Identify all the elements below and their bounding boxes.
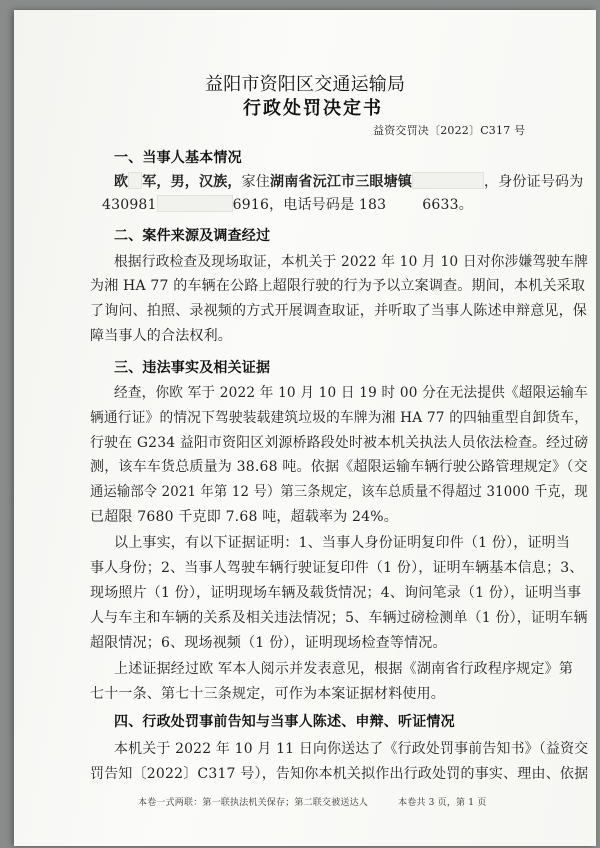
- paragraph-line: 超限情况；6、现场视频（1 份），证明现场检查等情况。: [90, 635, 447, 651]
- paragraph-line: 上述证据经过欧 军本人阅示并发表意见，根据《湖南省行政程序规定》第: [114, 661, 574, 677]
- paragraph-line: 现场照片（1 份），证明现场车辆及载货情况；4、询问笔录（1 份），证明当事: [90, 585, 582, 601]
- paragraph-line: 根据行政检查及现场取证，本机关于 2022 年 10 月 10 日对你涉嫌驾驶车牌: [114, 254, 589, 270]
- paragraph-line: 了询问、拍照、录视频的方式开展调查取证，并听取了当事人陈述申辩意见，保: [90, 303, 587, 319]
- document-type-title: 行政处罚决定书: [243, 98, 383, 119]
- paragraph-line: 经查，你欧 军于 2022 年 10 月 10 日 19 时 00 分在无法提供《超限运输车: [114, 385, 588, 401]
- party-info-line-2: [102, 195, 473, 213]
- phone-suffix: 6633。: [422, 197, 473, 213]
- party-surname: 欧: [114, 174, 129, 190]
- paragraph-line: 辆通行证》的情况下驾驶装载建筑垃圾的车牌为湘 HA 77 的四轴重型自卸货车，: [90, 410, 589, 426]
- paragraph-line: 七十一条、第七十三条规定，可作为本案证据材料使用。: [90, 686, 445, 702]
- paragraph-line: 已超限 7680 千克即 7.68 吨，超载率为 24%。: [90, 509, 398, 525]
- party-given-info: 军，男，汉族，: [142, 174, 242, 190]
- residence-address: 湖南省沅江市三眼塘镇: [270, 174, 413, 190]
- paragraph-line: 障当事人的合法权利。: [90, 328, 232, 344]
- paragraph-line: 本机关于 2022 年 10 月 11 日向你送达了《行政处罚事前告知书》（益资交: [114, 741, 589, 757]
- footer-copies-note: 本卷一式两联：第一联执法机关保存；第二联交被送达人: [138, 798, 369, 808]
- paragraph-line: 事人身份；2、当事人驾驶车辆行驶证复印件（1 份），证明车辆基本信息；3、: [90, 560, 584, 576]
- id-label: ，身份证号码为: [484, 174, 584, 190]
- paragraph-line: 通运输部令 2021 年第 12 号）第三条规定，该车总质量不得超过 31000 千克，现: [90, 484, 588, 500]
- paragraph-line: 以上事实，有以下证据证明：1、当事人身份证明复印件（1 份），证明当: [114, 535, 571, 551]
- section-1-heading: 一、当事人基本情况: [114, 150, 242, 166]
- redaction-block: [412, 172, 484, 189]
- id-number-prefix: 430981: [102, 197, 157, 213]
- document-number: 益资交罚决〔2022〕C317 号: [373, 124, 526, 137]
- document-page: [14, 10, 596, 846]
- paragraph-line: 为湘 HA 77 的车辆在公路上超限行驶的行为予以立案调查。期间，本机关采取: [90, 278, 586, 294]
- issuing-authority: 益阳市资阳区交通运输局: [205, 74, 406, 95]
- paragraph-line: 行驶在 G234 益阳市资阳区刘源桥路段处时被本机关执法人员依法检查。经过磅: [90, 435, 589, 451]
- id-number-suffix-phone: 6916，电话号码是 183: [232, 197, 387, 213]
- redaction-block: [128, 172, 142, 189]
- residence-label: 家住: [241, 174, 271, 190]
- section-3-heading: 三、违法事实及相关证据: [114, 360, 271, 376]
- section-4-heading: 四、行政处罚事前告知与当事人陈述、申辩、听证情况: [114, 714, 455, 730]
- paragraph-line: 测，该车车货总质量为 38.68 吨。依据《超限运输车辆行驶公路管理规定》（交: [90, 459, 588, 475]
- paragraph-line: 人与车主和车辆的关系及相关违法情况；5、车辆过磅检测单（1 份），证明车辆: [90, 610, 588, 626]
- paragraph-line: 罚告知〔2022〕C317 号），告知你本机关拟作出行政处罚的事实、理由、依据: [90, 766, 589, 782]
- redaction-block: [386, 195, 422, 212]
- section-2-heading: 二、案件来源及调查经过: [114, 228, 271, 244]
- footer-page-count: 本卷共 3 页，第 1 页: [398, 798, 487, 808]
- redaction-block: [157, 195, 233, 212]
- party-info-line-1: [114, 172, 583, 190]
